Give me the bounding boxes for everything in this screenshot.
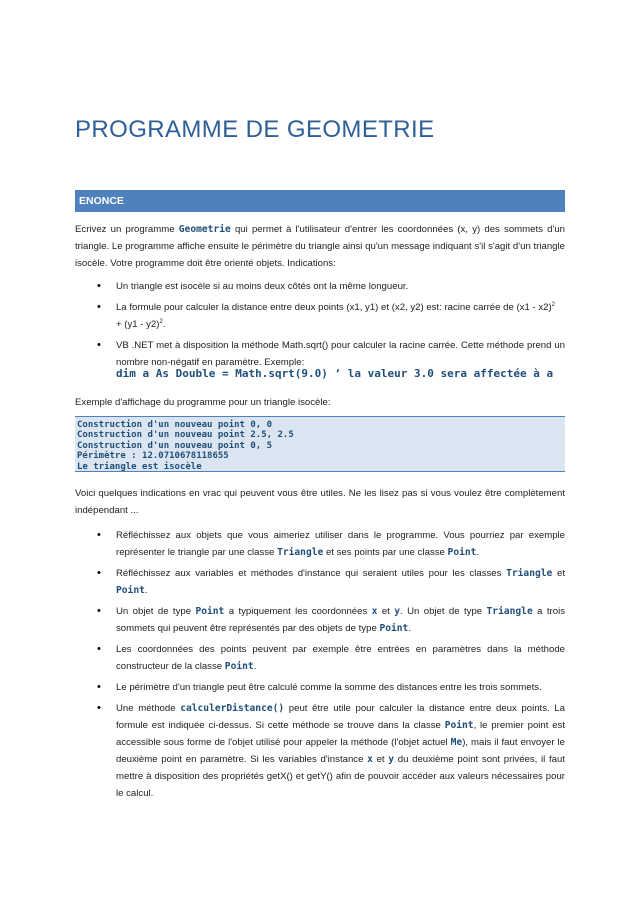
advice-text: . Un objet de type	[400, 606, 487, 617]
advice-text: et	[372, 754, 389, 765]
console-line: Construction d'un nouveau point 0, 5	[77, 440, 273, 451]
intro-code-geometrie: Geometrie	[178, 224, 231, 235]
code-x: x	[367, 754, 373, 765]
advice-text: Le périmètre d'un triangle peut être calculé comme la somme des distances entre les trois sommets.	[116, 682, 542, 693]
intro-paragraph	[75, 221, 565, 272]
page-title: PROGRAMME DE GEOMETRIE	[75, 116, 435, 143]
advice-item	[75, 603, 565, 637]
console-line: Construction d'un nouveau point 2.5, 2.5	[77, 430, 294, 441]
console-line: Périmètre : 12.0710678118655	[77, 451, 229, 462]
superscript: 2	[551, 301, 555, 308]
advice-item	[75, 700, 565, 802]
advice-text: .	[253, 661, 257, 672]
section-header-enonce: ENONCE	[75, 190, 565, 212]
hint-text: .	[162, 319, 166, 330]
console-output-block	[75, 416, 565, 472]
example-intro: Exemple d'affichage du programme pour un triangle isocèle:	[75, 397, 331, 408]
hint-item	[75, 299, 565, 333]
advice-text: Réfléchissez aux variables et méthodes d'instance qui seraient utiles pour les classes	[116, 568, 507, 579]
advice-text: .	[144, 585, 148, 596]
code-point: Point	[195, 606, 225, 617]
code-triangle: Triangle	[506, 568, 553, 579]
code-point: Point	[444, 720, 474, 731]
example-code-line: dim a As Double = Math.sqrt(9.0) ‘ la valeur 3.0 sera affectée à a	[116, 367, 554, 380]
console-line: Construction d'un nouveau point 0, 0	[77, 420, 273, 430]
intro-text-1: Ecrivez un programme	[75, 224, 179, 235]
advice-intro: Voici quelques indications en vrac qui peuvent vous être utiles. Ne les lisez pas si vous voulez être complètement indépendant ...	[75, 488, 565, 516]
advice-text: , le premier point est accessible sous forme de l'objet utilisé pour appeler la méthode (l'objet actuel	[116, 720, 565, 748]
hint-text: VB .NET met à disposition la méthode Math.sqrt() pour calculer la racine carrée. Cette méthode prend un nombre non-négatif en paramètre. Exemple:	[116, 340, 565, 368]
hint-text: + (y1 - y2)	[116, 319, 160, 330]
code-point: Point	[447, 547, 477, 558]
code-point: Point	[116, 585, 145, 596]
advice-text: et	[377, 606, 395, 617]
intro-text-2: qui permet à l'utilisateur d'entrer les coordonnées (x, y) des sommets d'un triangle. Le programme affiche ensuite le périmètre du triangle ainsi qu'un message indiquant s'il s'agit d'un triangle isocèle. Votre programme doit être orienté objets. Indications:	[75, 224, 566, 269]
code-triangle: Triangle	[277, 547, 324, 558]
hint-item	[75, 278, 565, 295]
code-y: y	[388, 754, 395, 765]
hint-text: La formule pour calculer la distance entre deux points (x1, y1) et (x2, y2) est: racine carrée de (x1 - x2)	[116, 302, 552, 313]
code-y: y	[394, 606, 401, 617]
advice-text: peut être utile pour calculer la distance entre deux points. La formule est indiquée ci-dessus. Si cette méthode se trouve dans la classe	[116, 703, 565, 731]
advice-text: Réfléchissez aux objets que vous aimeriez utiliser dans le programme. Vous pourriez par exemple représenter le triangle par une classe	[116, 530, 565, 558]
hints-list	[75, 278, 565, 375]
advice-text: a typiquement les coordonnées	[224, 606, 372, 617]
code-point: Point	[379, 623, 409, 634]
advice-item	[75, 679, 565, 696]
code-point: Point	[224, 661, 254, 672]
advice-text: .	[408, 623, 412, 634]
advice-text: et	[552, 568, 565, 579]
code-calculer-distance: calculerDistance()	[180, 703, 285, 714]
advice-item	[75, 565, 565, 599]
hint-text: Un triangle est isocèle si au moins deux côtés ont la même longueur.	[116, 281, 409, 292]
advice-text: a trois sommets qui peuvent être représentés par des objets de type	[116, 606, 565, 634]
advice-text: .	[476, 547, 480, 558]
console-line: Le triangle est isocèle	[77, 461, 202, 472]
advice-item	[75, 527, 565, 561]
advice-text: ), mais il faut envoyer le deuxième point en paramètre. Si les variables d'instance	[116, 737, 565, 765]
advice-item	[75, 641, 565, 675]
advice-text: et ses points par une classe	[323, 547, 448, 558]
advice-text: Un objet de type	[116, 606, 196, 617]
code-triangle: Triangle	[486, 606, 533, 617]
code-x: x	[371, 606, 378, 617]
advice-text: Une méthode	[116, 703, 181, 714]
advice-list	[75, 527, 565, 806]
superscript: 2	[159, 318, 163, 325]
hint-item	[75, 337, 565, 371]
advice-text: Les coordonnées des points peuvent par exemple être entrées en paramètres dans la méthode constructeur de la classe	[116, 644, 565, 672]
code-me: Me	[450, 737, 463, 748]
advice-text: du deuxième point sont privées, il faut mettre à disposition des propriétés getX() et getY() afin de pouvoir accéder aux valeurs nécessaires pour le calcul.	[116, 754, 565, 799]
